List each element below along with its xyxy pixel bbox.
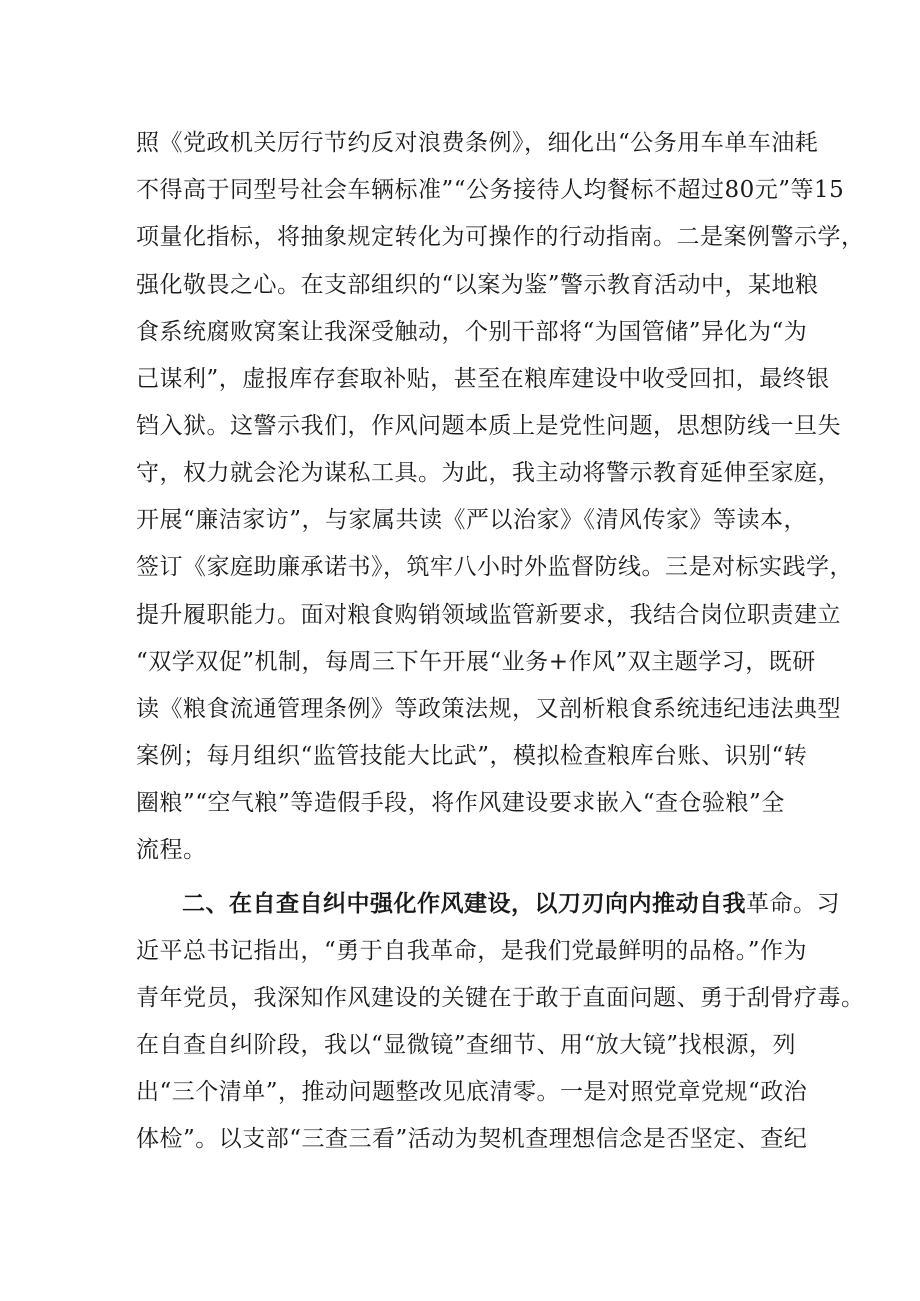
section-heading-continuation: 革命。习 bbox=[746, 891, 840, 917]
body-text-line: 守，权力就会沦为谋私工具。为此，我主动将警示教育延伸至家庭， bbox=[136, 460, 841, 486]
body-text-line: 提升履职能力。面对粮食购销领域监管新要求，我结合岗位职责建立 bbox=[136, 602, 841, 628]
body-text-line: 出“三个清单”，推动问题整改见底清零。一是对照党章党规“政治 bbox=[136, 1079, 808, 1105]
body-text-line: 体检”。以支部“三查三看”活动为契机查理想信念是否坚定、查纪 bbox=[136, 1126, 808, 1152]
body-text-line: 强化敬畏之心。在支部组织的“以案为鉴”警示教育活动中，某地粮 bbox=[136, 272, 819, 298]
section-heading: 二、在自查自纠中强化作风建设，以刀刃向内推动自我 bbox=[182, 890, 746, 917]
body-text-line: 圈粮”“空气粮”等造假手段，将作风建设要求嵌入“查仓验粮”全 bbox=[136, 790, 785, 816]
body-text-line: “双学双促”机制，每周三下午开展“业务+作风”双主题学习，既研 bbox=[136, 649, 816, 675]
body-text-line: 在自查自纠阶段，我以“显微镜”查细节、用“放大镜”找根源，列 bbox=[136, 1032, 797, 1058]
body-text-line: 铛入狱。这警示我们，作风问题本质上是党性问题，思想防线一旦失 bbox=[136, 413, 841, 439]
body-text-line: 读《粮食流通管理条例》等政策法规，又剖析粮食系统违纪违法典型 bbox=[136, 696, 841, 722]
body-text-line: 食系统腐败窝案让我深受触动，个别干部将“为国管储”异化为“为 bbox=[136, 319, 808, 345]
body-text-line: 案例；每月组织“监管技能大比武”，模拟检查粮库台账、识别“转 bbox=[136, 743, 808, 769]
body-text-line: 不得高于同型号社会车辆标准”“公务接待人均餐标不超过80元”等15 bbox=[136, 177, 845, 203]
body-text-line: 青年党员，我深知作风建设的关键在于敢于直面问题、勇于刮骨疗毒。 bbox=[136, 985, 865, 1011]
body-text-line: 签订《家庭助廉承诺书》，筑牢八小时外监督防线。三是对标实践学， bbox=[136, 554, 853, 580]
body-text-line: 近平总书记指出，“勇于自我革命，是我们党最鲜明的品格。”作为 bbox=[136, 938, 808, 964]
body-text-line: 己谋利”，虚报库存套取补贴，甚至在粮库建设中收受回扣，最终银 bbox=[136, 366, 830, 392]
body-text-line: 照《党政机关厉行节约反对浪费条例》，细化出“公务用车单车油耗 bbox=[136, 130, 819, 156]
body-text-line: 流程。 bbox=[136, 837, 207, 863]
body-text-line: 项量化指标，将抽象规定转化为可操作的行动指南。二是案例警示学， bbox=[136, 224, 865, 250]
body-text-line: 开展“廉洁家访”，与家属共读《严以治家》《清风传家》等读本， bbox=[136, 507, 808, 533]
paragraph-heading-line bbox=[182, 889, 840, 919]
